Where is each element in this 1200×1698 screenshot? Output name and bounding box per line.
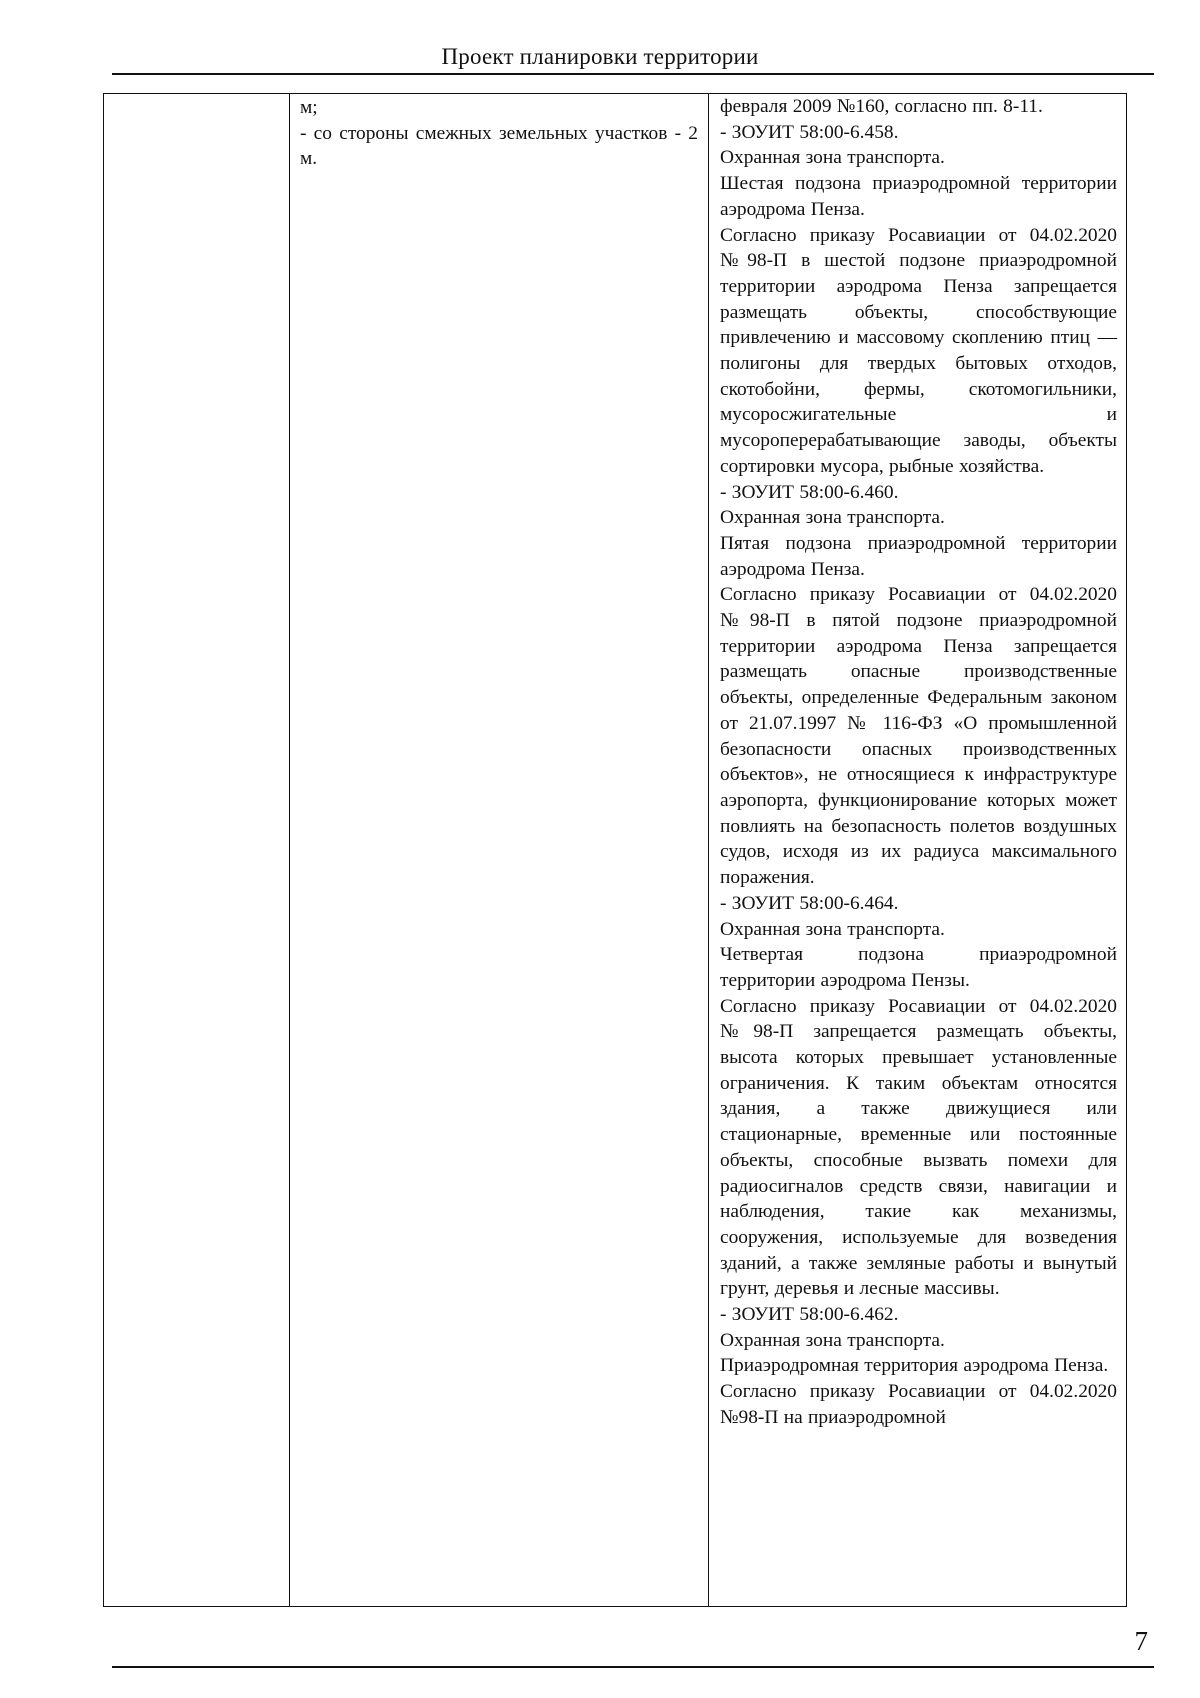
zone-type: Охранная зона транспорта. — [720, 147, 945, 169]
zone-name: Пятая подзона приаэродромной территории аэродрома Пенза. — [720, 532, 1117, 580]
zone-name: Четвертая подзона приаэродромной территории аэродрома Пензы. — [720, 944, 1117, 991]
zone-code: - ЗОУИТ 58:00-6.460. — [720, 481, 899, 503]
zone-name: Приаэродромная территория аэродрома Пенза. — [720, 1355, 1109, 1377]
zone-code: - ЗОУИТ 58:00-6.464. — [720, 892, 899, 914]
zone-code: - ЗОУИТ 58:00-6.458. — [720, 121, 899, 143]
column-3-paragraph: февраля 2009 №160, согласно пп. 8-11. — [720, 96, 1043, 117]
zone-code: - ЗОУИТ 58:00-6.462. — [720, 1304, 899, 1326]
page-header-title: Проект планировки территории — [441, 44, 759, 69]
document-table — [103, 93, 1127, 1607]
table-column-1 — [104, 94, 290, 1606]
table-column-2 — [290, 94, 709, 1606]
column-2-paragraph: - со стороны смежных земельных участков - 2 м. — [300, 122, 698, 170]
zone-type: Охранная зона транспорта. — [720, 918, 945, 940]
zone-name: Шестая подзона приаэродромной территории аэродрома Пенза. — [720, 173, 1117, 220]
table-column-3 — [709, 94, 1126, 1606]
footer-divider — [112, 1666, 1154, 1668]
zone-restrictions: Согласно приказу Росавиации от 04.02.2020 №98-П в шестой подзоне приаэродромной территории аэродрома Пенза запрещается размещать объекты, способствующие привлечению и массовому скоплению птиц — полигоны для твердых бытовых отходов, скотобойни, фермы, скотомогильники, мусоросжигательные и мусороперерабатывающие заводы, объекты сортировки мусора, рыбные хозяйства. — [720, 224, 1117, 477]
zone-restrictions: Согласно приказу Росавиации от 04.02.2020 №98-П запрещается размещать объекты, высота которых превышает установленные ограничения. К таким объектам относятся здания, а также движущиеся или стационарные, временные или постоянные объекты, способные вызвать помехи для радиосигналов средств связи, навигации и наблюдения, такие как механизмы, сооружения, используемые для возведения зданий, а также земляные работы и вынутый грунт, деревья и лесные массивы. — [720, 995, 1117, 1300]
page-number: 7 — [1134, 1626, 1148, 1656]
zone-restrictions: Согласно приказу Росавиации от 04.02.2020 №98-П в пятой подзоне приаэродромной территории аэродрома Пенза запрещается размещать опасные производственные объекты, определенные Федеральным законом от 21.07.1997 № 116-ФЗ «О промышленной безопасности опасных производственных объектов», не относящиеся к инфраструктуре аэропорта, функционирование которых может повлиять на безопасность полетов воздушных судов, исходя из их радиуса максимального поражения. — [720, 584, 1117, 889]
zone-type: Охранная зона транспорта. — [720, 1329, 945, 1351]
header-divider — [112, 73, 1154, 75]
column-2-paragraph: м; — [300, 97, 318, 118]
zone-type: Охранная зона транспорта. — [720, 507, 945, 529]
zone-restrictions: Согласно приказу Росавиации от 04.02.2020 №98-П на приаэродромной — [720, 1381, 1117, 1428]
